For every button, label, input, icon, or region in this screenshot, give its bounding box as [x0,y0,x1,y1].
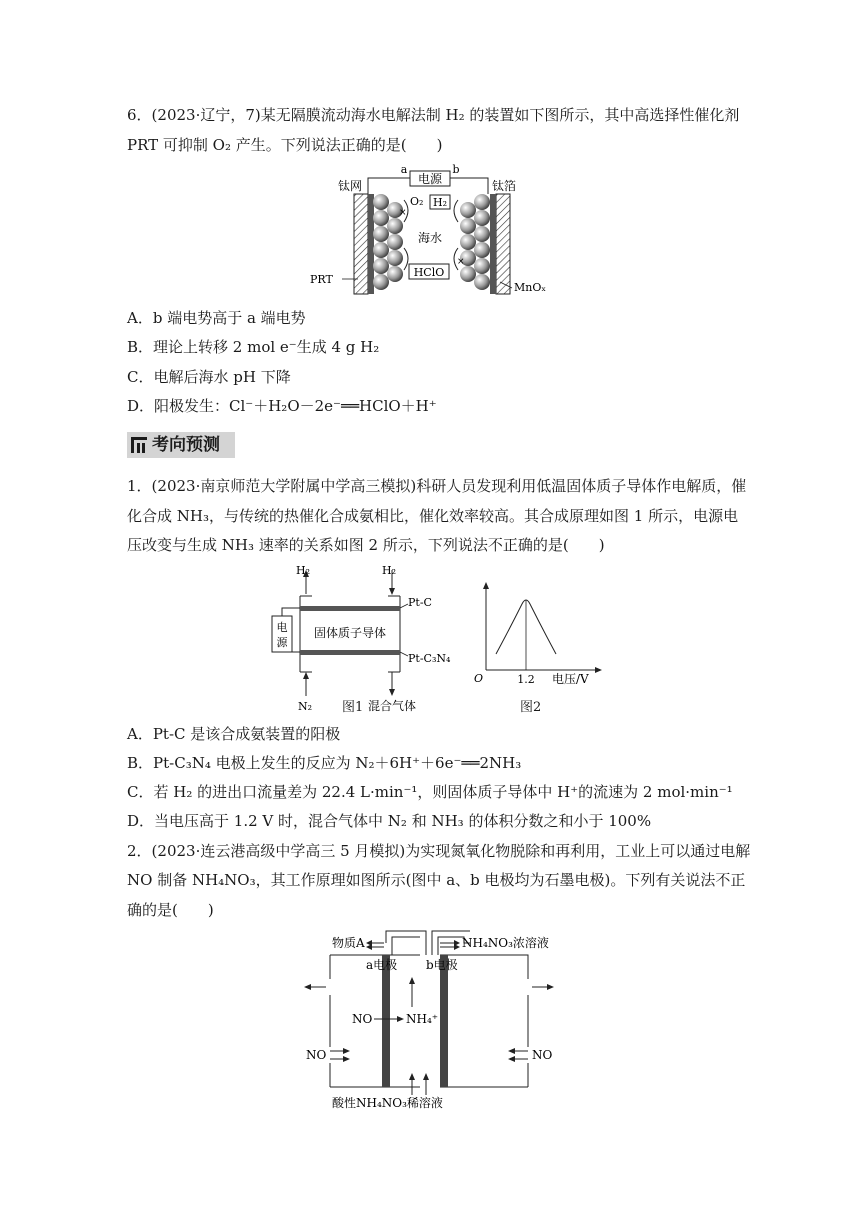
q6-option-d: D．阳极发生：Cl⁻＋H₂O－2e⁻══HClO＋H⁺ [127,397,437,415]
concentrated-nh4no3-label: NH₄NO₃浓溶液 [462,936,549,950]
svg-text:×: × [457,257,465,267]
p1-option-a: A．Pt-C 是该合成氨装置的阳极 [127,725,341,743]
ammonia-cell-figure [268,560,468,718]
terminal-b-label: b [452,163,460,176]
right-catalyst-balls [460,194,490,290]
power-source-label: 电 [276,621,288,634]
p2-stem-line2: NO 制备 NH₄NO₃，其工作原理如图所示(图中 a、b 电极均为石墨电极)。下列有关说法不正 [127,871,746,889]
origin-label: O [474,672,484,685]
q6-option-b: B．理论上转移 2 mol e⁻生成 4 g H₂ [127,338,380,356]
p2-stem-line3: 确的是( ) [127,901,214,919]
terminal-a-label: a [400,163,408,176]
svg-text:源: 源 [276,636,288,649]
q6-stem-line2: PRT 可抑制 O₂ 产生。下列说法正确的是( ) [127,136,443,154]
p2-stem-line1: 2．(2023·连云港高级中学高三 5 月模拟)为实现氮氧化物脱除和再利用，工业上可以通过电解 [127,842,751,860]
a-electrode-label: a电极 [366,958,398,972]
q6-option-a: A．b 端电势高于 a 端电势 [127,309,306,327]
figure1-caption: 图1 [342,700,364,715]
p1-option-b: B．Pt-C₃N₄ 电极上发生的反应为 N₂＋6H⁺＋6e⁻══2NH₃ [127,754,522,772]
p1-stem-line1: 1．(2023·南京师范大学附属中学高三模拟)科研人员发现利用低温固体质子导体作电解质，催 [127,477,747,495]
dilute-nh4no3-label: 酸性NH₄NO₃稀溶液 [332,1096,443,1110]
p1-stem-line2: 化合成 NH₃，与传统的热催化合成氨相比，催化效率较高。其合成原理如图 1 所示，电源电 [127,507,739,525]
no-inlet-left-label: NO [306,1048,327,1062]
hclo-label: HClO [413,266,445,279]
n2-inlet-label: N₂ [298,700,313,713]
pt-c3n4-label: Pt-C₃N₄ [408,652,451,665]
svg-text:×: × [399,208,407,218]
q6-stem-line1: 6．(2023·辽宁，7)某无隔膜流动海水电解法制 H₂ 的装置如下图所示，其中高选择性催化剂 [127,106,740,124]
mixed-gas-label: 混合气体 [368,699,417,713]
no-reactant-label: NO [352,1012,373,1026]
b-electrode-label: b电极 [426,958,458,972]
section-header-icon [131,437,147,453]
section-title: 考向预测 [152,435,220,455]
q6-option-c: C．电解后海水 pH 下降 [127,368,291,386]
seawater-label: 海水 [417,231,443,245]
no-inlet-right-label: NO [532,1048,553,1062]
h2-inlet-right-label: H₂ [382,564,397,577]
titanium-mesh-label: 钛网 [338,179,363,193]
o2-label: O₂ [410,195,424,208]
titanium-foil-label: 钛箔 [492,179,517,193]
h2-outlet-left-label: H₂ [296,564,311,577]
h2-label: H₂ [432,196,448,209]
voltage-axis-label: 电压/V [552,672,589,686]
substance-a-label: 物质A [332,936,365,950]
seawater-electrolysis-figure [300,158,560,298]
mnox-label: MnOₓ [514,281,547,294]
voltage-tick-label: 1.2 [517,673,535,686]
no-electrolysis-figure [300,925,570,1110]
ammonium-label: NH₄⁺ [406,1012,439,1026]
p1-stem-line3: 压改变与生成 NH₃ 速率的关系如图 2 所示，下列说法不正确的是( ) [127,536,605,554]
figure2-caption: 图2 [520,700,542,715]
solid-proton-conductor-label: 固体质子导体 [313,626,387,640]
power-source-label: 电源 [417,172,443,186]
pt-c-label: Pt-C [408,596,432,609]
p1-option-d: D．当电压高于 1.2 V 时，混合气体中 N₂ 和 NH₃ 的体积分数之和小于 100% [127,812,652,830]
p1-option-c: C．若 H₂ 的进出口流量差为 22.4 L·min⁻¹，则固体质子导体中 H⁺的流速为 2 mol·min⁻¹ [127,783,733,801]
prt-label: PRT [310,273,333,286]
rate-voltage-graph [472,582,612,692]
